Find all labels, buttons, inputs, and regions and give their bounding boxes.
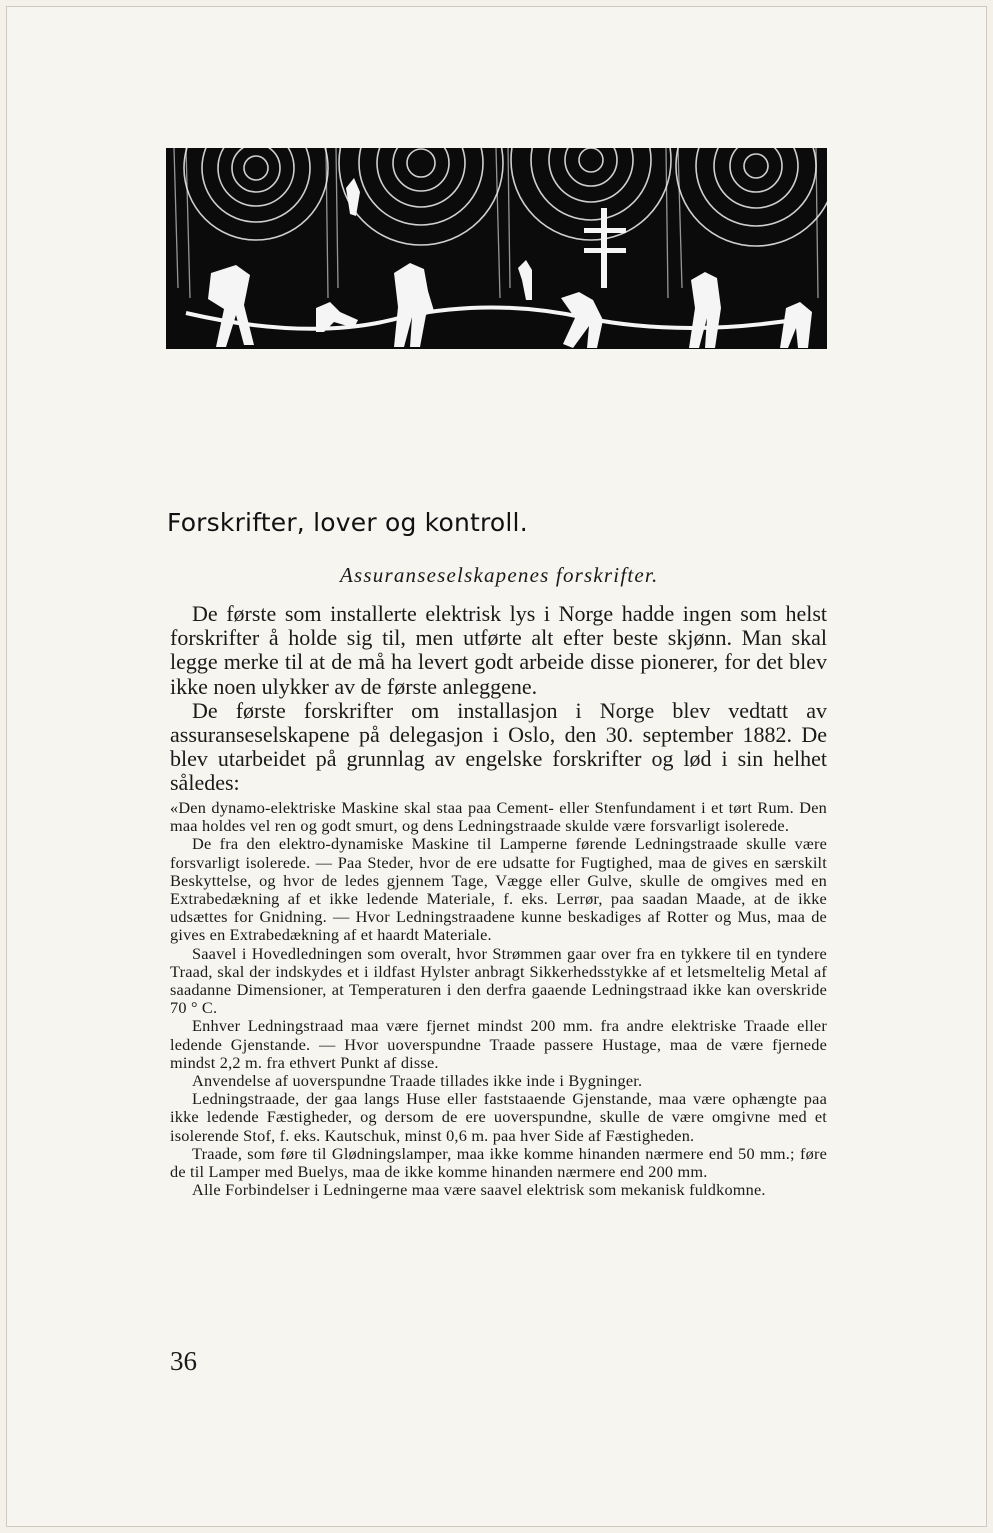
page-title: Forskrifter, lover og kontroll. [167,508,528,537]
quote-paragraph: Traade, som føre til Glødningslamper, maa ikke komme hinanden nærmere end 50 mm.; føre de til Lamper med Buelys, maa de ikke komme hinanden nærmere end 200 mm. [170,1143,827,1182]
quote-paragraph: Saavel i Hovedledningen som overalt, hvor Strømmen gaar over fra en tykkere til en tyndere Traad, skal der indskydes et i ildfast Hylster anbragt Sikkerhedsstykke af et letsmeltelig Metal af saadanne Dimensioner, at Temperaturen i den derfra gaaende Ledningstraad ikke kan overskride 70 ° C. [170,943,827,1018]
quote-paragraph: Ledningstraade, der gaa langs Huse eller faststaaende Gjenstande, maa være ophængte paa ikke ledende Fæstigheder, og dersom de ere uoverspundne, skulle de være omgivne med et isolerende Stof, f. eks. Kautschuk, minst 0,6 m. paa hver Side af Fæstigheden. [170,1089,827,1145]
woodcut-illustration [166,148,827,349]
quote-paragraph: Anvendelse af uoverspundne Traade tillades ikke inde i Bygninger. [192,1071,643,1091]
quote-paragraph: De fra den elektro-dynamiske Maskine til Lamperne førende Ledningstraade skulle være forsvarligt isolerede. — Paa Steder, hvor de ere udsatte for Fugtighed, maa de gives en særskilt Beskyttelse, og hvor de ledes gjennem Tage, Vægge eller Gulve, skulle de omgives med en Extrabedækning af et ikke ledende Materiale, f. eks. Lerrør, paa saadan Maade, at de ikke udsættes for Gnidning. — Hvor Ledningstraadene kunne beskadiges af Rotter og Mus, maa de gives en Extrabedækning af et haardt Materiale. [170,834,827,945]
quote-paragraph: «Den dynamo-elektriske Maskine skal staa paa Cement- eller Stenfundament i et tørt Rum. Den maa holdes vel ren og godt smurt, og dens Ledningstraade skulde være forsvarligt isolerede. [170,798,827,836]
body-text [170,602,827,796]
body-paragraph: De første som installerte elektrisk lys i Norge hadde ingen som helst forskrifter å holde sig til, men utførte alt efter beste skjønn. Man skal legge merke til at de må ha levert godt arbeide disse pionerer, for det blev ikke noen ulykker av de første anleggene. [170,601,827,699]
section-subtitle: Assuranseselskapenes forskrifter. [340,563,659,587]
quote-paragraph: Enhver Ledningstraad maa være fjernet mindst 200 mm. fra andre elektriske Traade eller ledende Gjenstande. — Hvor uoverspundne Traade passere Hustage, maa de være fjernede mindst 2,2 m. fra ethvert Punkt af disse. [170,1016,827,1072]
page-number: 36 [170,1346,197,1376]
body-paragraph: De første forskrifter om installasjon i Norge blev vedtatt av assuranseselskapene på delegasjon i Oslo, den 30. september 1882. De blev utarbeidet på grunnlag av engelske forskrifter og lød i sin helhet således: [170,697,827,796]
quoted-regulations [170,799,827,1199]
quote-paragraph: Alle Forbindelser i Ledningerne maa være saavel elektrisk som mekanisk fuldkomne. [192,1180,766,1200]
